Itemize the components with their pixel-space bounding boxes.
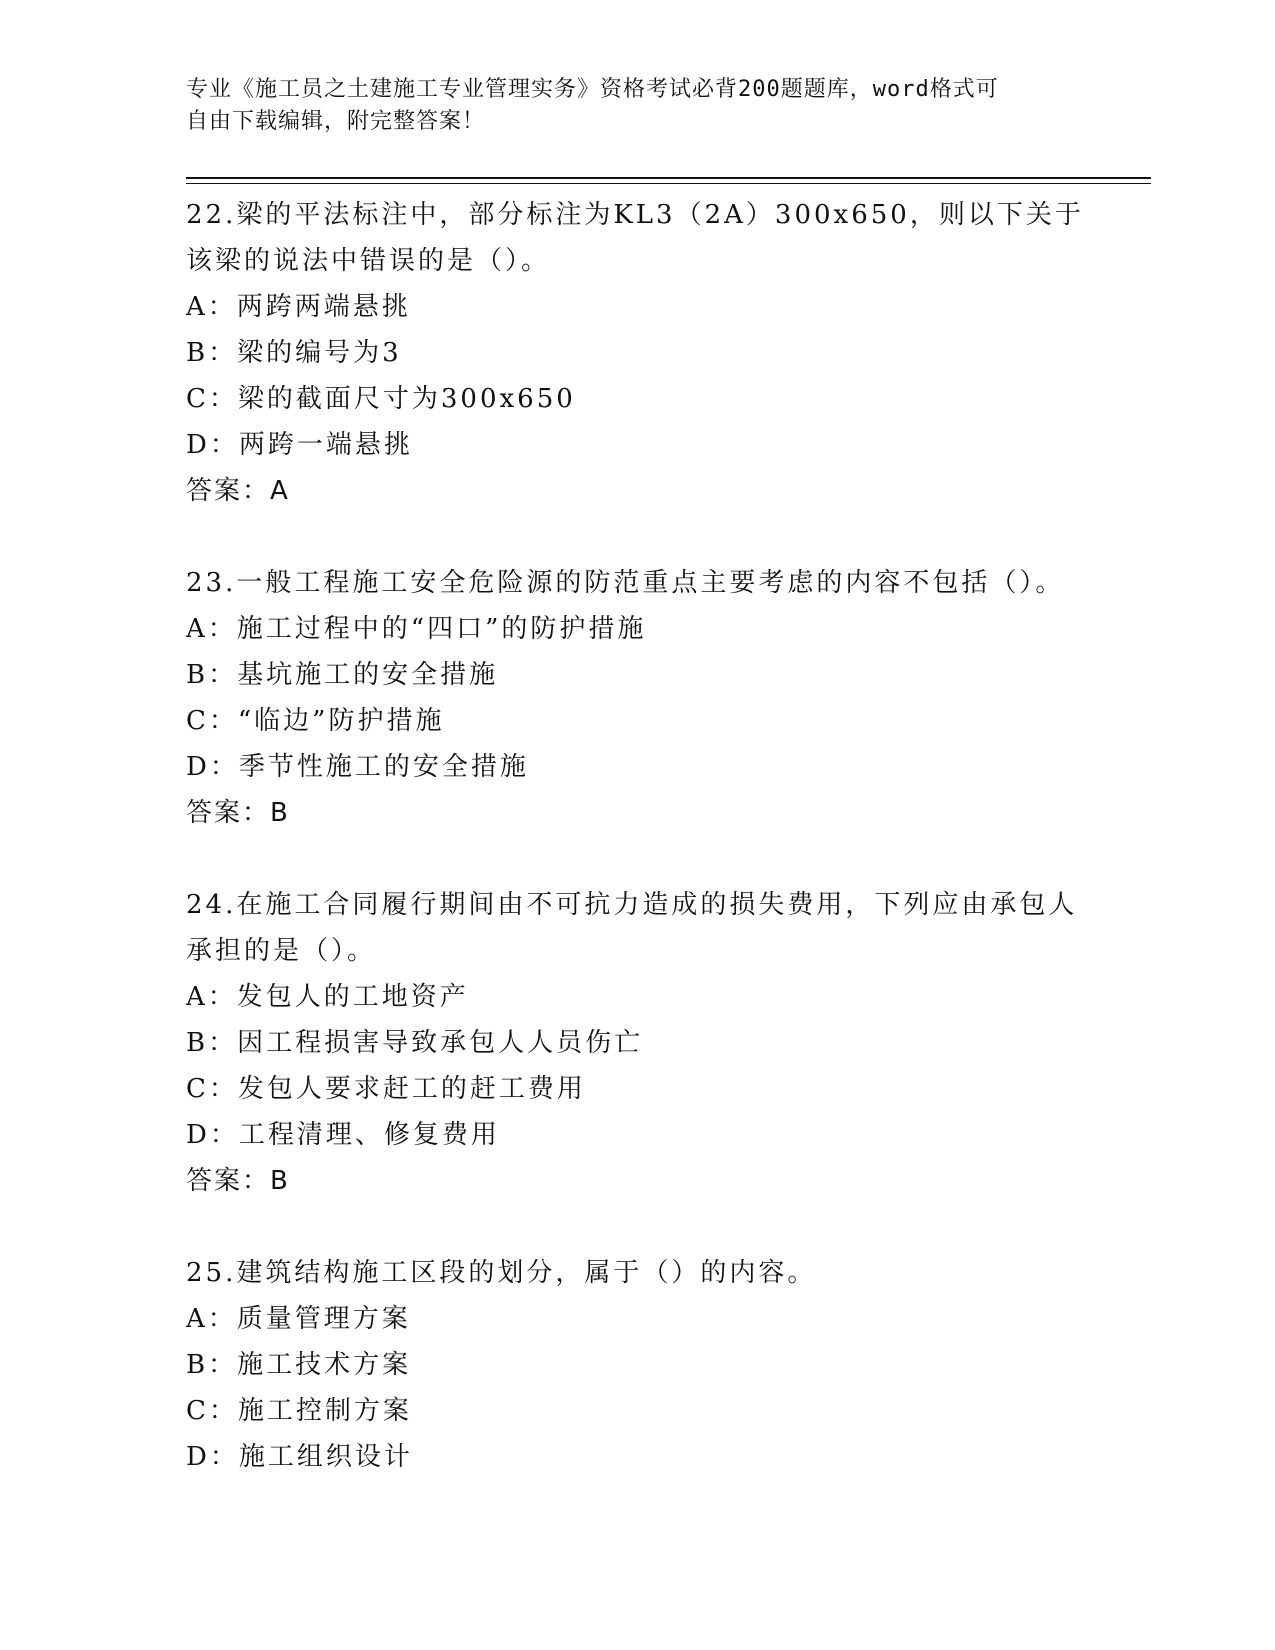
option-c: C：“临边”防护措施 [186,706,445,736]
answer-line: 答案：B [186,1166,290,1196]
option-a: A：发包人的工地资产 [186,982,469,1012]
option-b: B：因工程损害导致承包人人员伤亡 [186,1028,644,1058]
option-a: A：质量管理方案 [186,1304,411,1334]
answer-line: 答案：B [186,798,290,828]
question-list [186,192,1086,1480]
option-b: B：梁的编号为3 [186,338,402,368]
header-line-2: 自由下载编辑，附完整答案！ [186,109,486,134]
question-24 [186,882,1086,1204]
document-header [186,74,1066,138]
option-a: A：两跨两端悬挑 [186,292,411,322]
question-stem: 22.梁的平法标注中，部分标注为KL3（2A）300x650，则以下关于该梁的说法中错误的是（）。 [186,200,1084,276]
option-c: C：施工控制方案 [186,1396,412,1426]
option-c: C：梁的截面尺寸为300x650 [186,384,576,414]
option-d: D：工程清理、修复费用 [186,1120,500,1150]
question-22 [186,192,1086,514]
option-c: C：发包人要求赶工的赶工费用 [186,1074,586,1104]
question-25 [186,1250,1086,1480]
question-23 [186,560,1086,836]
question-stem: 25.建筑结构施工区段的划分，属于（）的内容。 [186,1258,817,1288]
option-d: D：施工组织设计 [186,1442,413,1472]
header-divider-thick [186,177,1151,179]
header-divider-thin [186,183,1151,184]
option-d: D：季节性施工的安全措施 [186,752,529,782]
question-stem: 24.在施工合同履行期间由不可抗力造成的损失费用，下列应由承包人承担的是（）。 [186,890,1078,966]
question-stem: 23.一般工程施工安全危险源的防范重点主要考虑的内容不包括（）。 [186,568,1065,598]
option-b: B：基坑施工的安全措施 [186,660,499,690]
header-line-1: 专业《施工员之土建施工专业管理实务》资格考试必背200题题库，word格式可 [186,77,999,102]
option-a: A：施工过程中的“四口”的防护措施 [186,614,647,644]
option-b: B：施工技术方案 [186,1350,412,1380]
answer-line: 答案：A [186,476,290,506]
option-d: D：两跨一端悬挑 [186,430,413,460]
